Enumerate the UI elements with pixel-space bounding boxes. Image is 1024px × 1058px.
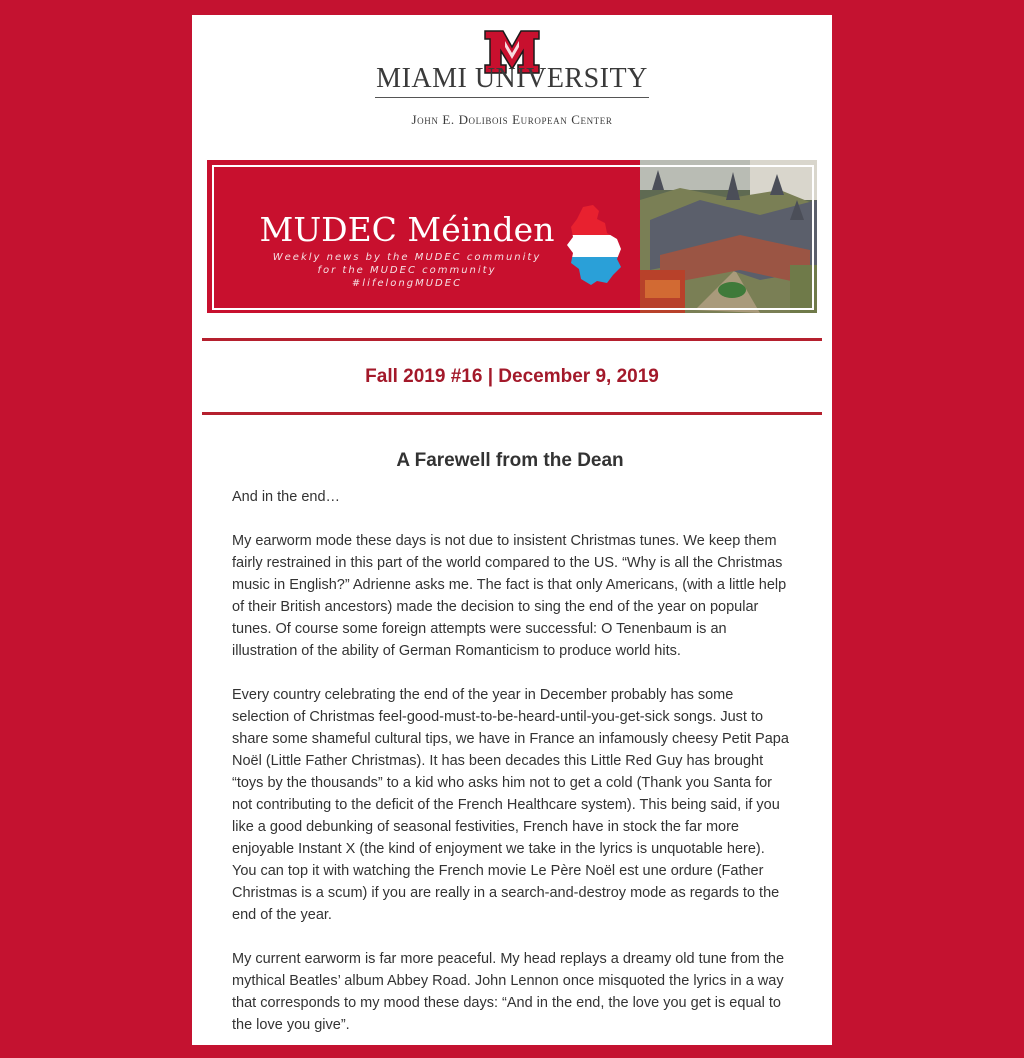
- university-name: MIAMI UNIVERSITY: [376, 63, 648, 94]
- article-paragraph: And in the end…: [232, 489, 341, 505]
- logo-divider: [375, 97, 649, 98]
- article-title: A Farewell from the Dean: [396, 450, 624, 471]
- article-paragraph: My earworm mode these days is not due to insistent Christmas tunes. We keep them fairly restrained in this part of the world compared to the US. “Why is all the Christmas music in English?” Adrienne asks me. The fact is that only Americans, (with a little help of their British ancestors) made the decision to sing the end of the year on popular tunes. Of course some foreign attempts were successful: O Tenenbaum is an illustration of the ability of German Romanticism to produce world hits.: [232, 533, 787, 659]
- banner-tagline-2: for the MUDEC community: [317, 265, 497, 276]
- banner-hashtag: #lifelongMUDEC: [351, 278, 463, 289]
- luxembourg-flag-map-icon: [567, 205, 623, 285]
- issue-rule-top: [202, 338, 822, 341]
- banner-title: MUDEC Méinden: [259, 210, 555, 249]
- issue-label: Fall 2019 #16 | December 9, 2019: [365, 366, 659, 387]
- center-name: John E. Dolibois European Center: [411, 112, 613, 127]
- issue-rule-bottom: [202, 412, 822, 415]
- article-body: [232, 486, 792, 1058]
- banner-tagline-1: Weekly news by the MUDEC community: [272, 252, 542, 263]
- castle-photo: [640, 160, 817, 313]
- newsletter-page: [192, 15, 832, 1045]
- article-paragraph: Every country celebrating the end of the year in December probably has some selection of Christmas feel-good-must-to-be-heard-until-you-get-sick songs. Just to share some shameful cultural tips, we have in France an infamously cheesy Petit Papa Noël (Little Father Christmas). It has been decades this Little Red Guy has brought “toys by the thousands” to a kid who asks him not to get a cold (Thank you Santa for not contributing to the deficit of the French Healthcare system). This being said, if you like a good debunking of seasonal festivities, French have in stock the far more enjoyable Instant X (the kind of enjoyment we take in the lyrics is unquotable here). You can top it with watching the French movie Le Père Noël est une ordure (Father Christmas is a scum) if you are really in a search-and-destroy mode as regards to the end of the year.: [232, 687, 789, 923]
- newsletter-banner[interactable]: [207, 160, 817, 313]
- article-paragraph: My current earworm is far more peaceful. My head replays a dreamy old tune from the mythical Beatles’ album Abbey Road. John Lennon once misquoted the lyrics in a way that corresponds to my mood these days: “And in the end, the love you get is equal to the love you give”.: [232, 951, 785, 1033]
